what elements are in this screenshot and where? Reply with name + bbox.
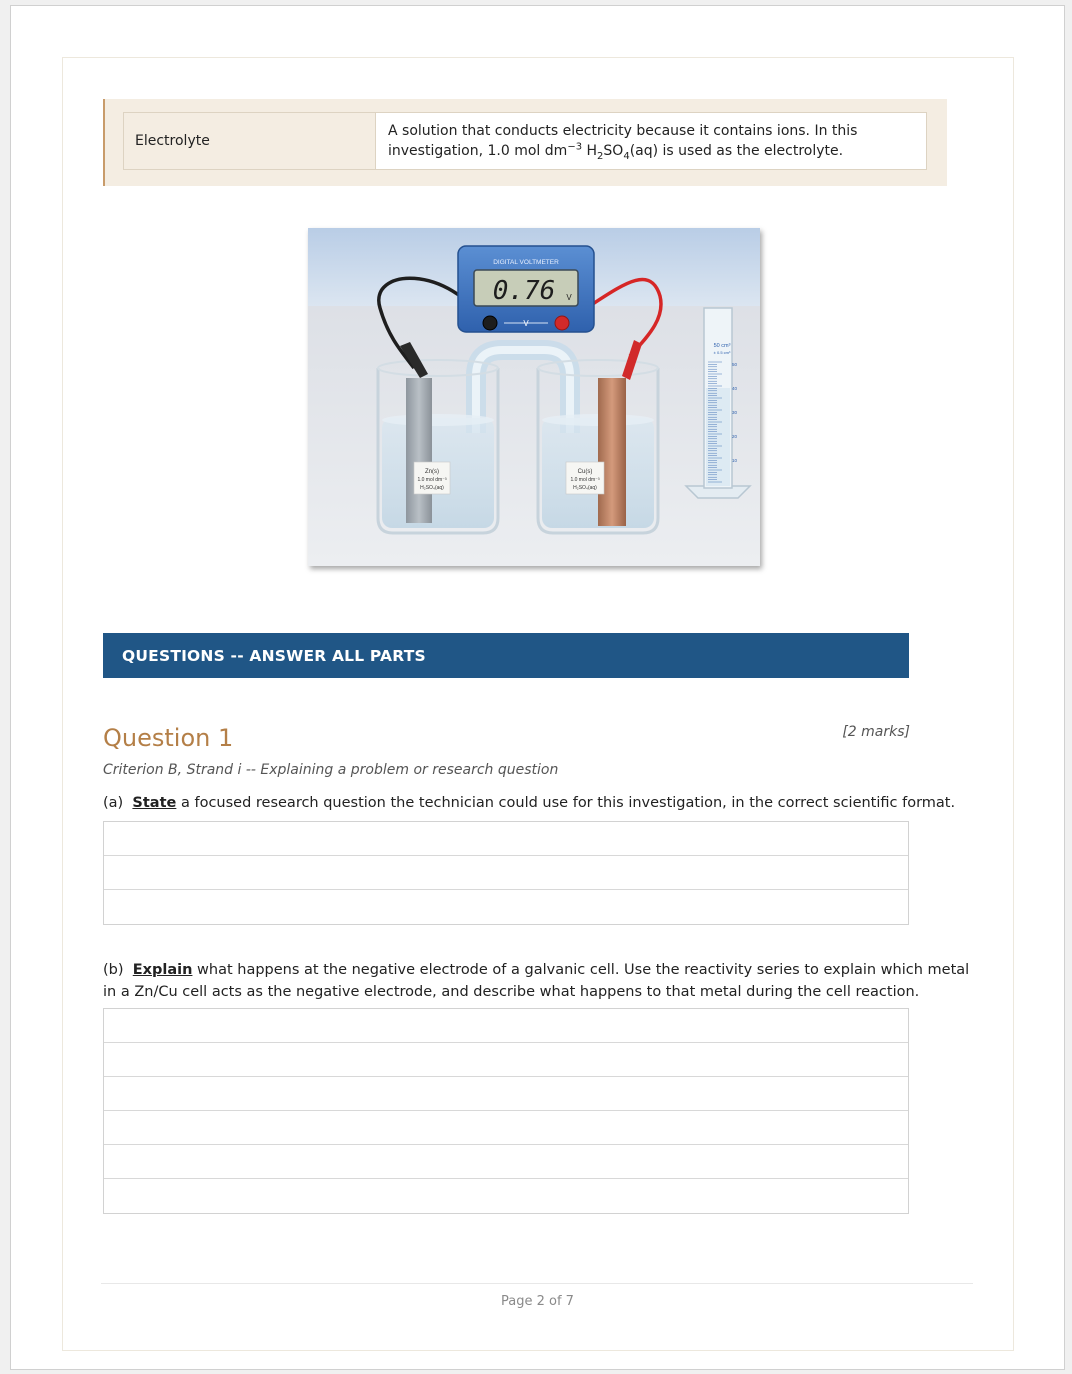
voltmeter-label: DIGITAL VOLTMETER xyxy=(493,259,559,266)
answer-line[interactable] xyxy=(104,1111,908,1145)
part-a-prompt: a focused research question the technician could use for this investigation, in the correct scientific format. xyxy=(180,795,956,811)
glossary-table xyxy=(123,112,927,170)
part-b-label: (b) xyxy=(103,962,124,978)
definition-line-2-end: (aq) is used as the electrolyte. xyxy=(629,143,844,159)
definition-line-1: A solution that conducts electricity because it contains ions. In this xyxy=(388,123,858,139)
glossary-definition xyxy=(376,113,927,170)
answer-line[interactable] xyxy=(104,1009,908,1043)
zinc-label-line-3: H₂SO₄(aq) xyxy=(420,485,444,491)
terminal-label: V xyxy=(523,319,529,328)
zinc-label-line-1: Zn(s) xyxy=(425,469,439,475)
question-criterion: Criterion B, Strand i -- Explaining a problem or research question xyxy=(103,762,559,778)
negative-terminal xyxy=(483,316,497,330)
copper-electrode xyxy=(598,378,626,526)
formula-sub-2: 2 xyxy=(597,150,604,162)
cylinder-tick-10: 10 xyxy=(732,458,738,463)
glossary-box xyxy=(103,99,947,186)
answer-box-a[interactable] xyxy=(103,821,909,925)
illustration-svg xyxy=(308,228,760,566)
cylinder-capacity: 50 cm³ xyxy=(713,343,731,349)
question-title: Question 1 xyxy=(103,724,234,752)
part-b-command-term: Explain xyxy=(132,962,193,978)
glossary-row xyxy=(124,113,927,170)
galvanic-cell-illustration xyxy=(308,228,760,566)
definition-line-2-start: investigation, 1.0 mol dm xyxy=(388,143,568,159)
answer-line[interactable] xyxy=(104,856,908,890)
answer-line[interactable] xyxy=(104,1179,908,1213)
formula-h: H xyxy=(586,143,598,159)
answer-line[interactable] xyxy=(104,1145,908,1179)
cylinder-tolerance: ± 0.5 cm³ xyxy=(713,350,731,355)
document-page xyxy=(10,5,1065,1370)
part-b-prompt: what happens at the negative electrode of a galvanic cell. Use the reactivity series to explain which metal in a Zn/Cu cell acts as the negative electrode, and describe what happens to that metal during the cell reaction. xyxy=(103,962,970,1000)
page-number: Page 2 of 7 xyxy=(501,1294,574,1309)
cylinder-tick-40: 40 xyxy=(732,386,738,391)
copper-label-line-2: 1.0 mol dm⁻³ xyxy=(570,477,600,483)
copper-label-line-3: H₂SO₄(aq) xyxy=(573,485,597,491)
question-part-b xyxy=(103,959,979,1003)
formula-sub-4: 4 xyxy=(623,150,630,162)
answer-box-b[interactable] xyxy=(103,1008,909,1214)
zinc-label-line-2: 1.0 mol dm⁻³ xyxy=(417,477,447,483)
part-a-label: (a) xyxy=(103,795,124,811)
questions-banner: QUESTIONS -- ANSWER ALL PARTS xyxy=(103,633,909,678)
answer-line[interactable] xyxy=(104,1043,908,1077)
part-a-command-term: State xyxy=(132,795,177,811)
zinc-label-card xyxy=(414,462,450,494)
cylinder-tick-50: 50 xyxy=(732,362,738,367)
digital-voltmeter xyxy=(458,246,594,332)
positive-terminal xyxy=(555,316,569,330)
footer-divider xyxy=(101,1283,973,1284)
voltage-unit: V xyxy=(566,293,572,302)
formula-so: SO xyxy=(603,143,624,159)
answer-line[interactable] xyxy=(104,1077,908,1111)
voltage-reading: 0.76 xyxy=(492,276,556,306)
answer-line[interactable] xyxy=(104,822,908,856)
definition-exponent: −3 xyxy=(567,141,583,153)
question-part-a xyxy=(103,792,983,814)
copper-label-card xyxy=(566,462,604,494)
zinc-electrode xyxy=(406,378,432,523)
cylinder-tick-30: 30 xyxy=(732,410,738,415)
answer-line[interactable] xyxy=(104,890,908,924)
glossary-term: Electrolyte xyxy=(124,113,376,170)
copper-label-line-1: Cu(s) xyxy=(577,469,593,475)
question-marks: [2 marks] xyxy=(842,724,910,740)
cylinder-tick-20: 20 xyxy=(732,434,738,439)
